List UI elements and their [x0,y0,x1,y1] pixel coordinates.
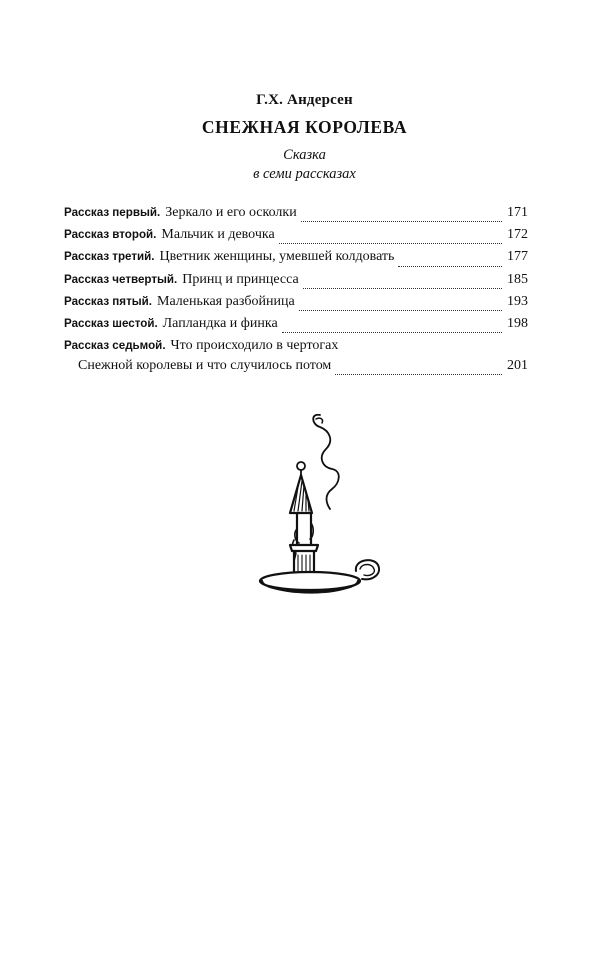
toc-entry-label: Рассказ первый. [64,206,161,219]
toc-leader-dots [398,265,502,267]
toc-entry-page: 193 [507,293,528,309]
toc-entry-page: 172 [507,227,528,243]
table-of-contents [64,205,528,380]
book-title: СНЕЖНАЯ КОРОЛЕВА [201,117,408,137]
candlestick-icon [250,405,390,605]
toc-entry-title: Принц и принцесса [182,271,299,287]
toc-entry-title-continued: Снежной королевы и что случилось потом [78,358,332,374]
toc-leader-dots [279,242,502,244]
toc-entry-title: Зеркало и его осколки [165,205,297,220]
toc-entry-line-2 [64,358,528,380]
subtitle-line-2: в семи рассказах [253,166,356,182]
toc-entry-page: 198 [507,315,528,331]
toc-entry-title: Лапландка и финка [162,315,278,331]
toc-entry-label: Рассказ второй. [64,228,157,242]
toc-leader-dots [303,287,502,289]
author-name: Г.Х. Андерсен [256,92,353,108]
toc-entry-6[interactable] [64,316,528,338]
toc-entry-3[interactable] [64,249,528,271]
toc-entry-page: 171 [507,205,528,220]
toc-entry-label: Рассказ четвертый. [64,272,178,286]
toc-entry-2[interactable] [64,227,528,249]
toc-entry-page: 201 [507,358,528,374]
toc-entry-label: Рассказ третий. [64,250,155,264]
toc-entry-label: Рассказ седьмой. [64,339,166,353]
toc-leader-dots [299,309,502,311]
toc-entry-4[interactable] [64,272,528,294]
toc-entry-1[interactable] [64,205,528,227]
toc-entry-5[interactable] [64,294,528,316]
toc-entry-label: Рассказ шестой. [64,316,158,330]
toc-leader-dots [282,331,502,333]
toc-entry-line-1 [64,338,528,358]
subtitle-line-1: Сказка [283,147,326,163]
toc-entry-title: Мальчик и девочка [161,227,275,243]
toc-entry-title: Что происходило в чертогах [170,338,339,354]
toc-entry-title: Маленькая разбойница [157,293,295,309]
book-subtitle [0,146,609,184]
toc-entry-page: 177 [507,249,528,265]
toc-entry-7[interactable] [64,338,528,380]
toc-entry-title: Цветник женщины, умевшей колдовать [159,249,395,265]
toc-leader-dots [335,373,502,375]
toc-leader-dots [301,220,502,222]
toc-entry-page: 185 [507,271,528,287]
toc-entry-label: Рассказ пятый. [64,294,152,308]
